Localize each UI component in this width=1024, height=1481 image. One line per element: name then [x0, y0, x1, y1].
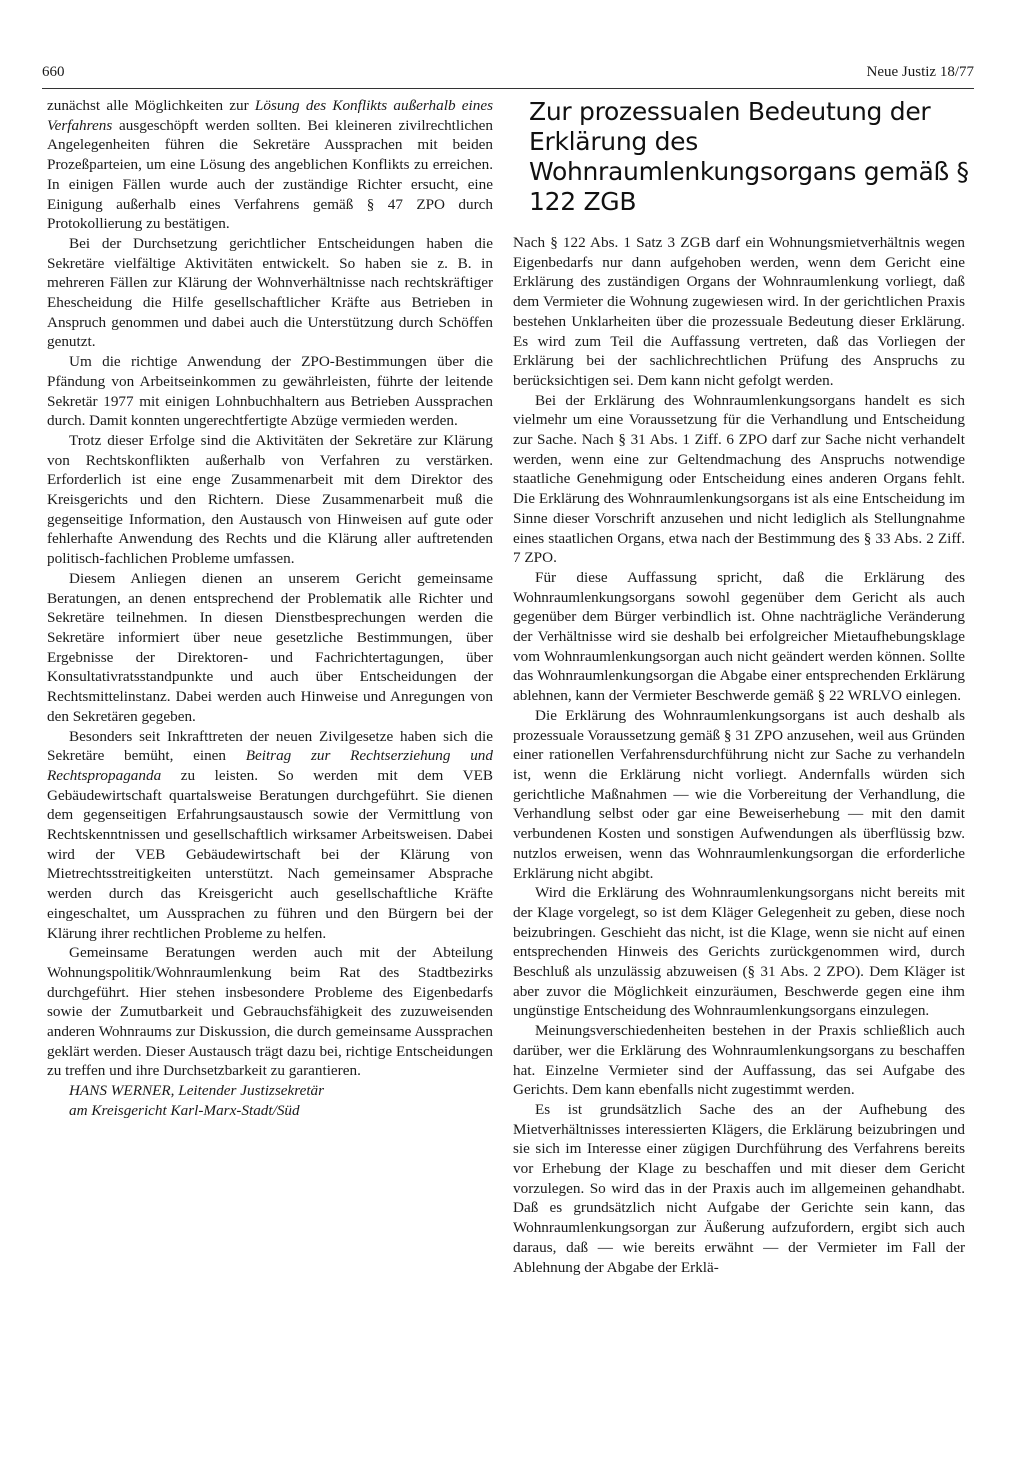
page-header [42, 64, 974, 89]
paragraph: Bei der Durchsetzung gerichtlicher Entscheidungen haben die Sekretäre vielfältige Aktivitäten entwickelt. So haben sie z. B. in mehreren Fällen zur Klärung der Wohnverhältnisse nach rechtskräftiger Ehescheidung die Hilfe gesellschaftlicher Kräfte aus Betrieben in Anspruch genommen und dabei auch die Unterstützung durch Schöffen genutzt. [47, 234, 493, 351]
paragraph: Meinungsverschiedenheiten bestehen in der Praxis schließlich auch darüber, wer die Erklärung des Wohnraumlenkungsorgans zu beschaffen hat. Einzelne Vermieter sind der Auffassung, das sei Aufgabe des Gerichts. Dem kann ebenfalls nicht zugestimmt werden. [513, 1022, 965, 1099]
paragraph: Wird die Erklärung des Wohnraumlenkungsorgans nicht bereits mit der Klage vorgelegt, so ist dem Kläger Gelegenheit zu geben, diese noch beizubringen. Geschieht das nicht, ist die Klage, wenn sie nicht auf einen entsprechenden Hinweis des Gerichts zurückgenommen wird, durch Beschluß als unzulässig abzuweisen (§ 31 Abs. 2 ZPO). Dem Kläger ist aber zuvor die Möglichkeit einzuräumen, Beschwerde gegen eine ihm ungünstige Entscheidung des Wohnraumlenkungsorgans einzulegen. [513, 884, 965, 1020]
article-headline: Zur prozessualen Bedeutung der Erklärung des Wohnraumlenkungsorgans gemäß § 122 ZGB [529, 97, 969, 216]
author-name-line: HANS WERNER, Leitender Justizsekretär [69, 1082, 325, 1100]
right-column [513, 233, 965, 1277]
paragraph: Es ist grundsätzlich Sache des an der Aufhebung des Mietverhältnisses interessierten Klägers, die Erklärung beizubringen und sie sich im Interesse einer zügigen Durchführung des Verfahrens bereits vor Erhebung der Klage zu beschaffen und mit dieser dem Gericht vorzulegen. So wird das in der Praxis auch im allgemeinen gehandhabt. Daß es grundsätzlich nicht Aufgabe der Gerichte sein kann, das Wohnraumlenkungsorgan zur Äußerung aufzufordern, ergibt sich auch daraus, daß — wie bereits erwähnt — der Vermieter im Fall der Ablehnung der Abgabe der Erklä- [513, 1100, 965, 1276]
paragraph: Um die richtige Anwendung der ZPO-Bestimmungen über die Pfändung von Arbeitseinkommen zu gewährleisten, führte der leitende Sekretär 1977 mit einigen Lohnbuchhaltern aus Betrieben Aussprachen durch. Damit konnten ungerechtfertigte Abzüge vermieden werden. [47, 353, 493, 430]
page-number: 660 [42, 64, 65, 80]
emphasis: Lösung des Konflikts außerhalb eines Verfahrens [47, 97, 493, 134]
paragraph: zunächst alle Möglichkeiten zur Lösung des Konflikts außerhalb eines Verfahrens ausgeschöpft werden sollten. Bei kleineren zivilrechtlichen Angelegenheiten führen die Sekretäre Aussprachen mit beiden Prozeßparteien, um eine Lösung des angeblichen Konflikts zu erreichen. In einigen Fällen wurde auch der zuständige Richter ersucht, eine Einigung außerhalb eines Verfahrens gemäß § 47 ZPO durch Protokollierung zu bestätigen. [47, 97, 493, 233]
paragraph: Die Erklärung des Wohnraumlenkungsorgans ist auch deshalb als prozessuale Voraussetzung gemäß § 31 ZPO anzusehen, weil aus Gründen einer rationellen Verfahrensdurchführung nicht zur Sache zu verhandeln ist, wenn die Erklärung nicht vorliegt. Andernfalls würden sich gerichtliche Maßnahmen — wie die Vorbereitung der Verhandlung, die Verhandlung selbst oder gar eine Beweiserhebung — mit den damit verbundenen Kosten und sonstigen Aufwendungen als überflüssig bzw. nutzlos erweisen, wenn das Wohnraumlenkungsorgan die erforderliche Erklärung nicht abgibt. [513, 706, 965, 882]
emphasis: Beitrag zur Rechtserziehung und Rechtspropaganda [47, 747, 493, 784]
paragraph: Bei der Erklärung des Wohnraumlenkungsorgans handelt es sich vielmehr um eine Voraussetzung für die Verhandlung und Entscheidung zur Sache. Nach § 31 Abs. 1 Ziff. 6 ZPO darf zur Sache nicht verhandelt werden, wenn eine zur Geltendmachung des Anspruchs notwendige staatliche Genehmigung oder Entscheidung eines anderen Organs fehlt. Die Erklärung des Wohnraumlenkungsorgans ist als eine Entscheidung im Sinne dieser Vorschrift anzusehen und nicht lediglich als Stellungnahme eines staatlichen Organs, etwa nach der Bestimmung des § 33 Abs. 2 Ziff. 7 ZPO. [513, 391, 965, 567]
paragraph: Trotz dieser Erfolge sind die Aktivitäten der Sekretäre zur Klärung von Rechtskonflikten außerhalb von Verfahren zu verstärken. Erforderlich ist eine enge Zusammenarbeit mit dem Direktor des Kreisgerichts und den Richtern. Diese Zusammenarbeit muß die gegenseitige Information, den Austausch von Hinweisen auf gute oder fehlerhafte Anwendung des Rechts und die Klärung aller auftretenden politisch-fachlichen Probleme umfassen. [47, 431, 493, 568]
author-affiliation-line: am Kreisgericht Karl-Marx-Stadt/Süd [69, 1101, 300, 1119]
journal-issue: Neue Justiz 18/77 [866, 64, 974, 80]
author-signature [47, 1081, 493, 1120]
paragraph: Nach § 122 Abs. 1 Satz 3 ZGB darf ein Wohnungsmietverhältnis wegen Eigenbedarfs nur dann aufgehoben werden, wenn dem Gericht eine Erklärung des zuständigen Organs der Wohnraumlenkung vorliegt, daß dem Vermieter die Wohnung zugewiesen wird. In der gerichtlichen Praxis bestehen Unklarheiten über die prozessuale Bedeutung dieser Erklärung. Es wird zum Teil die Auffassung vertreten, daß das Vorliegen der Erklärung bei der sachlichrechtlichen Prüfung des Anspruchs zu berücksichtigen sei. Dem kann nicht gefolgt werden. [513, 234, 965, 389]
paragraph: Diesem Anliegen dienen an unserem Gericht gemeinsame Beratungen, an denen entsprechend der Problematik alle Richter und Sekretäre teilnehmen. In diesen Dienstbesprechungen werden die Sekretäre informiert über neue gesetzliche Bestimmungen, über Ergebnisse der Direktoren- und Fachrichtertagungen, über Konsultativratsstandpunkte und auch über Entscheidungen der Rechtsmittelinstanz. Dabei werden auch Hinweise und Anregungen von den Sekretären gegeben. [47, 569, 493, 725]
paragraph: Für diese Auffassung spricht, daß die Erklärung des Wohnraumlenkungsorgans sowohl gegenüber dem Gericht als auch gegenüber dem Bürger verbindlich ist. Ohne nachträgliche Veränderung der Verhältnisse wird sie deshalb bei erfolgreicher Mietaufhebungsklage vom Wohnraumlenkungsorgan auch nicht geändert werden können. Sollte das Wohnraumlenkungsorgan die Abgabe einer entsprechenden Erklärung ablehnen, kann der Vermieter Beschwerde gemäß § 22 WRLVO einlegen. [513, 568, 965, 705]
paragraph: Besonders seit Inkrafttreten der neuen Zivilgesetze haben sich die Sekretäre bemüht, einen Beitrag zur Rechtserziehung und Rechtspropaganda zu leisten. So werden mit dem VEB Gebäudewirtschaft quartalsweise Beratungen durchgeführt. Sie dienen dem gegenseitigen Erfahrungsaustausch sowie der Vermittlung von Rechtskenntnissen und gesellschaftlich wirksamer Arbeitsweisen. Dabei wird der VEB Gebäudewirtschaft bei der Klärung von Mietrechtsstreitigkeiten unterstützt. Nach gemeinsamer Absprache werden durch das Kreisgericht auch gesellschaftliche Kräfte eingeschaltet, um Aussprachen zu führen und den Bürgern bei der Klärung ihrer rechtlichen Probleme zu helfen. [47, 727, 493, 942]
paragraph: Gemeinsame Beratungen werden auch mit der Abteilung Wohnungspolitik/Wohnraumlenkung beim Rat des Stadtbezirks durchgeführt. Hier stehen insbesondere Probleme des Eigenbedarfs sowie der Zumutbarkeit und Gebrauchsfähigkeit des zuzuweisenden anderen Wohnraums zur Diskussion, die durch gemeinsame Aussprachen geklärt werden. Dieser Austausch trägt dazu bei, richtige Entscheidungen zu treffen und ihre Durchsetzbarkeit zu garantieren. [47, 944, 493, 1080]
left-column [47, 96, 493, 1120]
